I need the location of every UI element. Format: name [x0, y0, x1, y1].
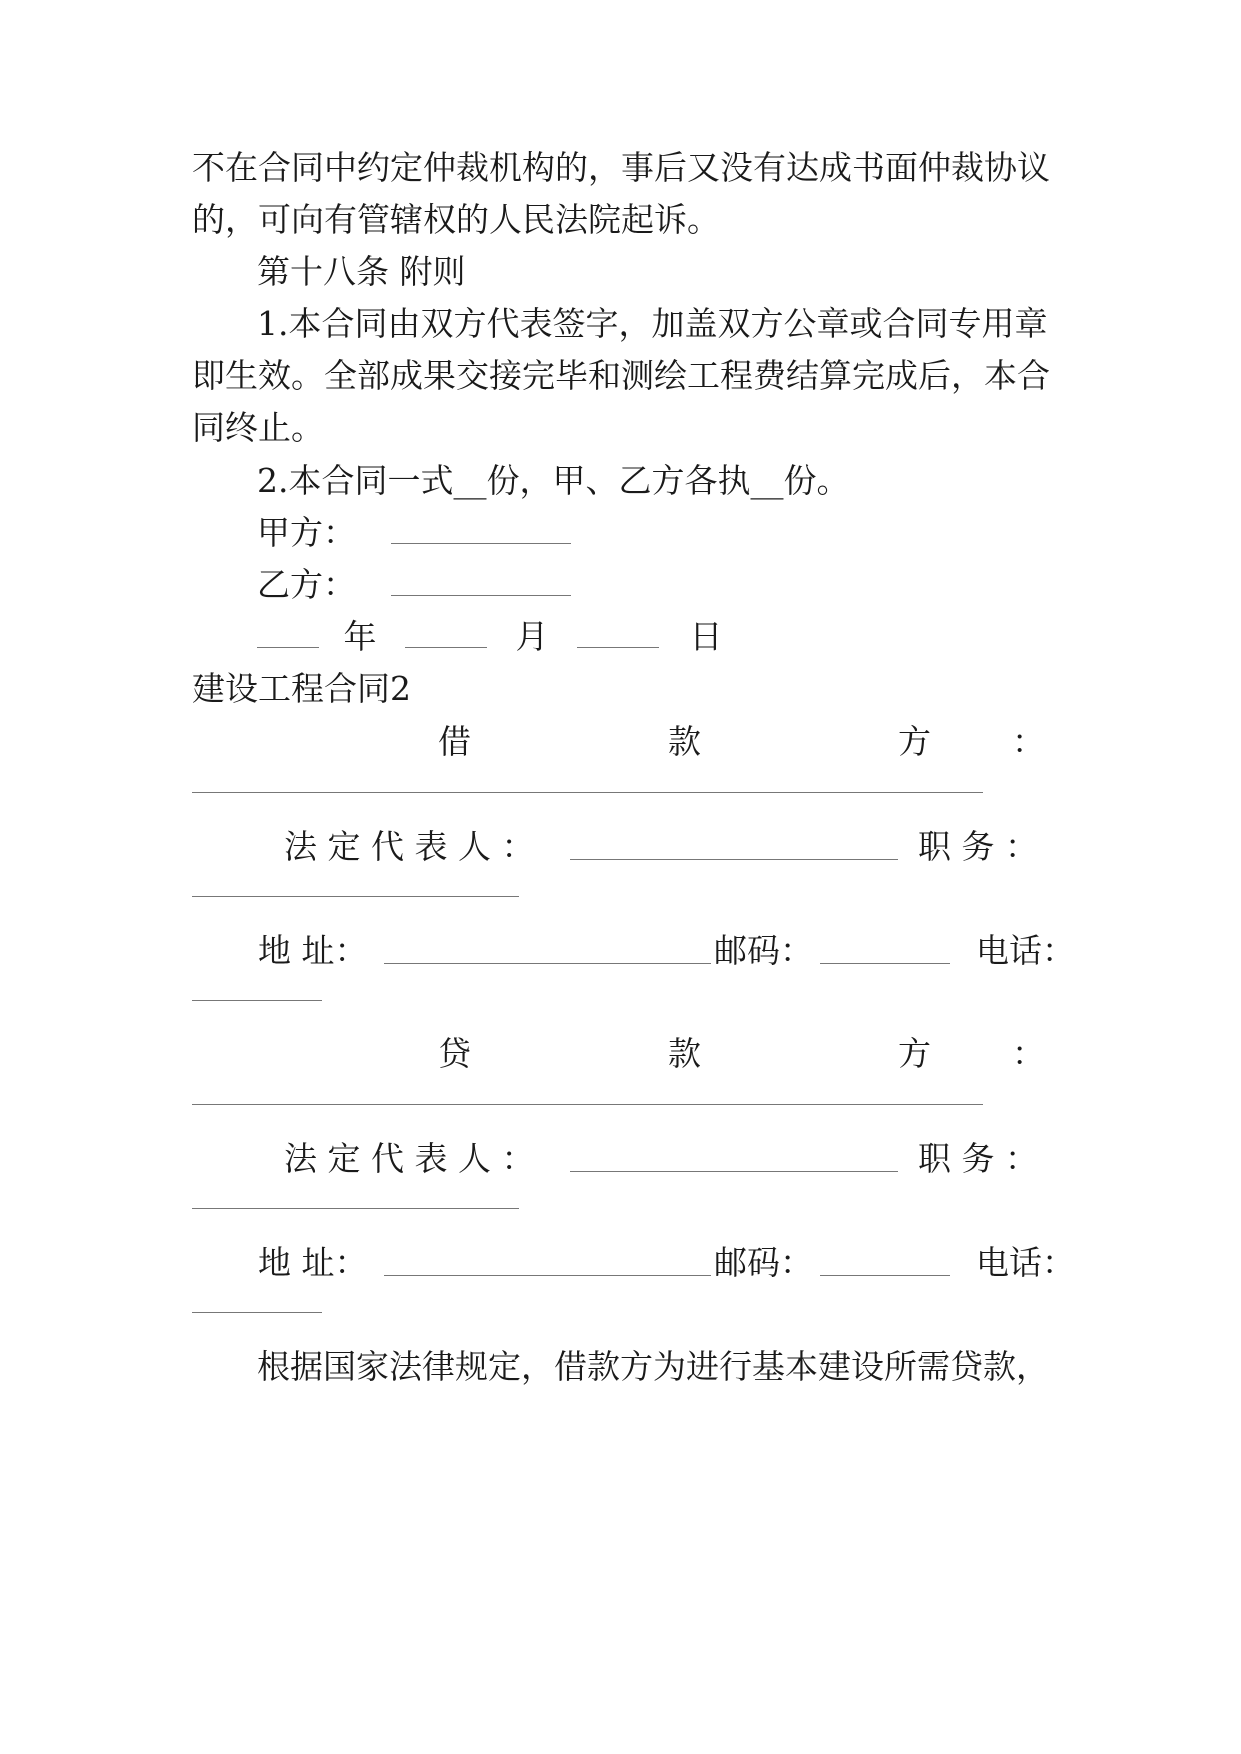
lender-heading	[192, 1034, 1075, 1074]
party-b-label: 乙方：	[257, 565, 356, 604]
zip-label: 邮码：	[714, 1243, 813, 1282]
lender-name-blank	[192, 1104, 983, 1105]
borrower-colon: ：	[1012, 722, 1045, 761]
paragraph-line: 2.本合同一式__份，甲、乙方各执__份。	[257, 461, 850, 500]
paragraph-line: 同终止。	[192, 408, 324, 447]
borrower-name-blank	[192, 792, 983, 793]
month-label: 月	[515, 617, 549, 656]
date-line	[257, 617, 723, 657]
borrower-heading	[192, 722, 1075, 762]
party-a-blank	[391, 513, 571, 544]
party-b-line	[257, 565, 571, 605]
position-label: 职 务 ：	[918, 1139, 1038, 1178]
borrower-char: 借	[438, 722, 471, 761]
lender-char: 贷	[438, 1034, 471, 1073]
address-blank	[384, 1245, 711, 1276]
borrower-address-row	[192, 931, 1075, 971]
paragraph-line: 即生效。全部成果交接完毕和测绘工程费结算完成后，本合	[192, 356, 1050, 395]
position-blank	[192, 1208, 519, 1209]
day-label: 日	[689, 617, 723, 656]
lender-address-row	[192, 1243, 1075, 1283]
party-a-label: 甲方：	[257, 513, 356, 552]
article-heading: 第十八条 附则	[257, 252, 466, 291]
year-label: 年	[343, 617, 377, 656]
position-label: 职 务 ：	[918, 827, 1038, 866]
lender-rep-row	[192, 1139, 1075, 1179]
address-blank	[384, 933, 711, 964]
position-blank	[192, 896, 519, 897]
rep-label: 法 定 代 表 人 ：	[284, 1139, 535, 1178]
zip-blank	[820, 1245, 950, 1276]
section-title: 建设工程合同2	[192, 669, 411, 708]
paragraph-line: 根据国家法律规定，借款方为进行基本建设所需贷款，	[257, 1347, 1049, 1386]
borrower-char: 方	[898, 722, 931, 761]
lender-char: 方	[898, 1034, 931, 1073]
rep-blank	[570, 829, 898, 860]
day-blank	[577, 617, 659, 648]
party-a-line	[257, 513, 571, 553]
rep-label: 法 定 代 表 人 ：	[284, 827, 535, 866]
phone-blank	[192, 1312, 322, 1313]
rep-blank	[570, 1141, 898, 1172]
phone-label: 电话：	[976, 931, 1075, 970]
address-label: 地 址：	[258, 1243, 368, 1282]
month-blank	[405, 617, 487, 648]
phone-blank	[192, 1000, 322, 1001]
paragraph-line: 1.本合同由双方代表签字，加盖双方公章或合同专用章	[257, 304, 1048, 343]
zip-label: 邮码：	[714, 931, 813, 970]
address-label: 地 址：	[258, 931, 368, 970]
borrower-char: 款	[668, 722, 701, 761]
zip-blank	[820, 933, 950, 964]
paragraph-line: 的，可向有管辖权的人民法院起诉。	[192, 200, 720, 239]
lender-colon: ：	[1012, 1034, 1045, 1073]
party-b-blank	[391, 565, 571, 596]
paragraph-line: 不在合同中约定仲裁机构的，事后又没有达成书面仲裁协议	[192, 148, 1050, 187]
year-blank	[257, 617, 319, 648]
borrower-rep-row	[192, 827, 1075, 867]
phone-label: 电话：	[976, 1243, 1075, 1282]
lender-char: 款	[668, 1034, 701, 1073]
